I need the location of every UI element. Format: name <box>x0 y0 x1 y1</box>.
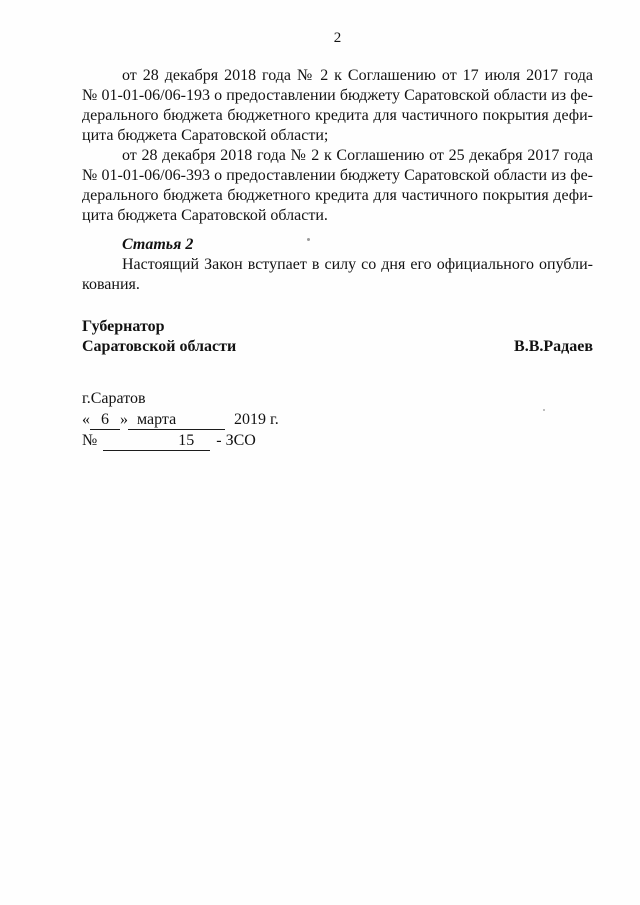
paragraph-line: Настоящий Закон вступает в силу со дня его официального опубли- <box>122 256 593 273</box>
signature-row <box>82 317 593 357</box>
date-line <box>82 409 593 430</box>
paragraph-line: от 28 декабря 2018 года № 2 к Соглашению от 17 июля 2017 года <box>122 67 593 84</box>
paragraph-line: цита бюджета Саратовской области. <box>82 207 328 224</box>
signature-title-line: Саратовской области <box>82 338 237 355</box>
footer-city: г.Саратов <box>82 390 146 407</box>
article-2-body <box>82 255 593 295</box>
paragraph-line: дерального бюджета бюджетного кредита для частичного покрытия дефи- <box>82 187 593 204</box>
article-2-heading: Статья 2 <box>122 236 194 253</box>
paragraph-line: от 28 декабря 2018 года № 2 к Соглашению от 25 декабря 2017 года <box>122 147 593 164</box>
month-value: марта <box>137 411 177 428</box>
page-number: 2 <box>333 30 342 46</box>
paragraph-line: № 01-01-06/06-393 о предоставлении бюджету Саратовской области из фе- <box>82 167 593 184</box>
paragraph-line: дерального бюджета бюджетного кредита для частичного покрытия дефи- <box>82 107 593 124</box>
scan-speck <box>307 238 310 241</box>
signature-name: В.В.Радаев <box>514 338 593 355</box>
number-line <box>82 430 593 451</box>
paragraph-line: № 01-01-06/06-193 о предоставлении бюджету Саратовской области из фе- <box>82 87 593 104</box>
paragraph-line: кования. <box>82 276 140 293</box>
signature-title <box>82 317 236 357</box>
open-quote: « <box>82 411 90 428</box>
paragraph-line: цита бюджета Саратовской области; <box>82 127 329 144</box>
number-value: 15 <box>178 432 195 449</box>
number-suffix: - ЗСО <box>216 432 256 449</box>
day-value: 6 <box>101 411 109 428</box>
year-text: 2019 г. <box>234 411 279 428</box>
signature-title-line: Губернатор <box>82 318 165 335</box>
number-sign: № <box>82 432 98 449</box>
number-blank-field <box>103 431 210 451</box>
agreement-paragraph-1 <box>82 66 593 146</box>
day-blank-field <box>90 410 120 430</box>
month-blank-field <box>128 410 225 430</box>
agreement-paragraph-2 <box>82 146 593 226</box>
scan-speck <box>543 409 545 411</box>
close-quote: » <box>120 411 128 428</box>
document-footer <box>82 388 593 451</box>
